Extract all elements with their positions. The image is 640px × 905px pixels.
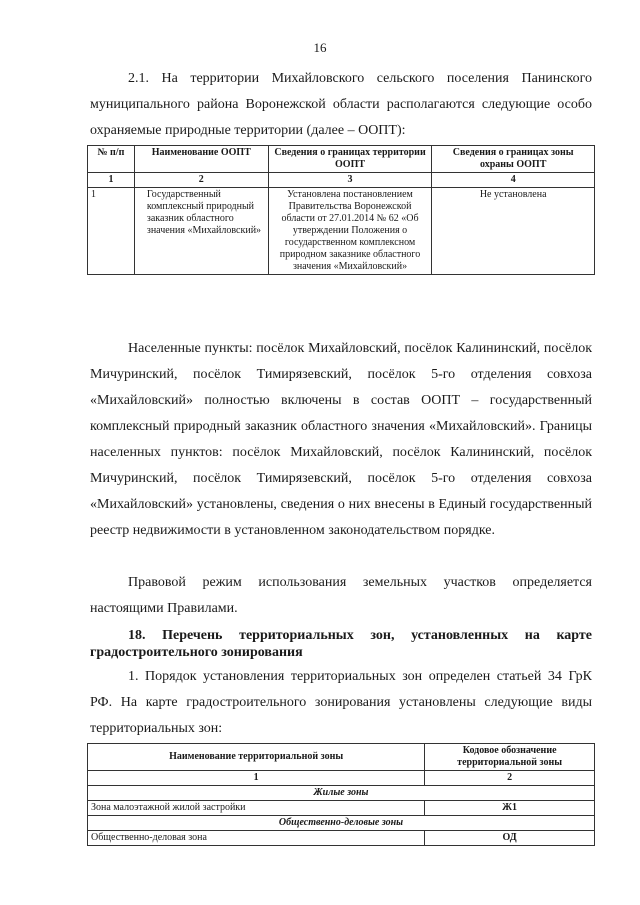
table-row	[88, 188, 595, 275]
section-heading: 18. Перечень территориальных зон, установленных на карте градостроительного зонирования	[90, 628, 592, 660]
zones-index-cell: 2	[425, 771, 595, 786]
oopt-index-cell: 2	[134, 173, 268, 188]
legal-regime-paragraph: Правовой режим использования земельных участков определяется настоящими Правилами.	[90, 575, 592, 616]
zones-index-cell: 1	[88, 771, 425, 786]
oopt-cell-name: Государственный комплексный природный заказник областного значения «Михайловский»	[134, 188, 268, 275]
oopt-table	[87, 145, 595, 275]
zones-group-business: Общественно-деловые зоны	[88, 816, 595, 831]
zones-table-header-row	[88, 744, 595, 771]
zone-name-cell: Общественно-деловая зона	[88, 831, 425, 846]
zones-group-residential: Жилые зоны	[88, 786, 595, 801]
oopt-header-territory-bounds: Сведения о границах территории ООПТ	[268, 146, 432, 173]
zones-table-index-row	[88, 771, 595, 786]
zone-name-cell: Зона малоэтажной жилой застройки	[88, 801, 425, 816]
zones-table	[87, 743, 595, 846]
zones-group-row	[88, 816, 595, 831]
oopt-cell-number: 1	[88, 188, 135, 275]
zone-code-cell: ОД	[425, 831, 595, 846]
page-number: 16	[313, 40, 327, 55]
oopt-header-name: Наименование ООПТ	[134, 146, 268, 173]
zones-group-row	[88, 786, 595, 801]
settlements-paragraph: Населенные пункты: посёлок Михайловский, посёлок Калининский, посёлок Мичуринский, посёлок Тимирязевский, посёлок 5-го отделения совхоза «Михайловский» полностью включены в состав ООПТ – государственный комплексный природный заказник областного значения «Михайловский». Границы населенных пунктов: посёлок Михайловский, посёлок Калининский, посёлок Мичуринский, посёлок Тимирязевский, посёлок 5-го отделения совхоза «Михайловский» установлены, сведения о них внесены в Единый государственный реестр недвижимости в установленном законодательством порядке.	[90, 341, 592, 538]
table-row	[88, 801, 595, 816]
zones-intro-paragraph: 1. Порядок установления территориальных зон определен статьей 34 ГрК РФ. На карте градостроительного зонирования установлены следующие виды территориальных зон:	[90, 669, 592, 736]
oopt-index-cell: 3	[268, 173, 432, 188]
zones-header-code: Кодовое обозначение территориальной зоны	[425, 744, 595, 771]
intro-paragraph: 2.1. На территории Михайловского сельского поселения Панинского муниципального района Воронежской области располагаются следующие особо охраняемые природные территории (далее – ООПТ):	[90, 71, 592, 138]
zones-header-name: Наименование территориальной зоны	[88, 744, 425, 771]
oopt-index-cell: 4	[432, 173, 595, 188]
oopt-index-cell: 1	[88, 173, 135, 188]
oopt-table-header-row	[88, 146, 595, 173]
zone-code-cell: Ж1	[425, 801, 595, 816]
oopt-header-number: № п/п	[88, 146, 135, 173]
table-row	[88, 831, 595, 846]
oopt-cell-protection-zone-bounds: Не установлена	[432, 188, 595, 275]
oopt-header-protection-zone-bounds: Сведения о границах зоны охраны ООПТ	[432, 146, 595, 173]
oopt-cell-territory-bounds: Установлена постановлением Правительства Воронежской области от 27.01.2014 № 62 «Об утверждении Положения о государственном комплексном природном заказнике областного значения «Михайловский»	[268, 188, 432, 275]
oopt-table-index-row	[88, 173, 595, 188]
